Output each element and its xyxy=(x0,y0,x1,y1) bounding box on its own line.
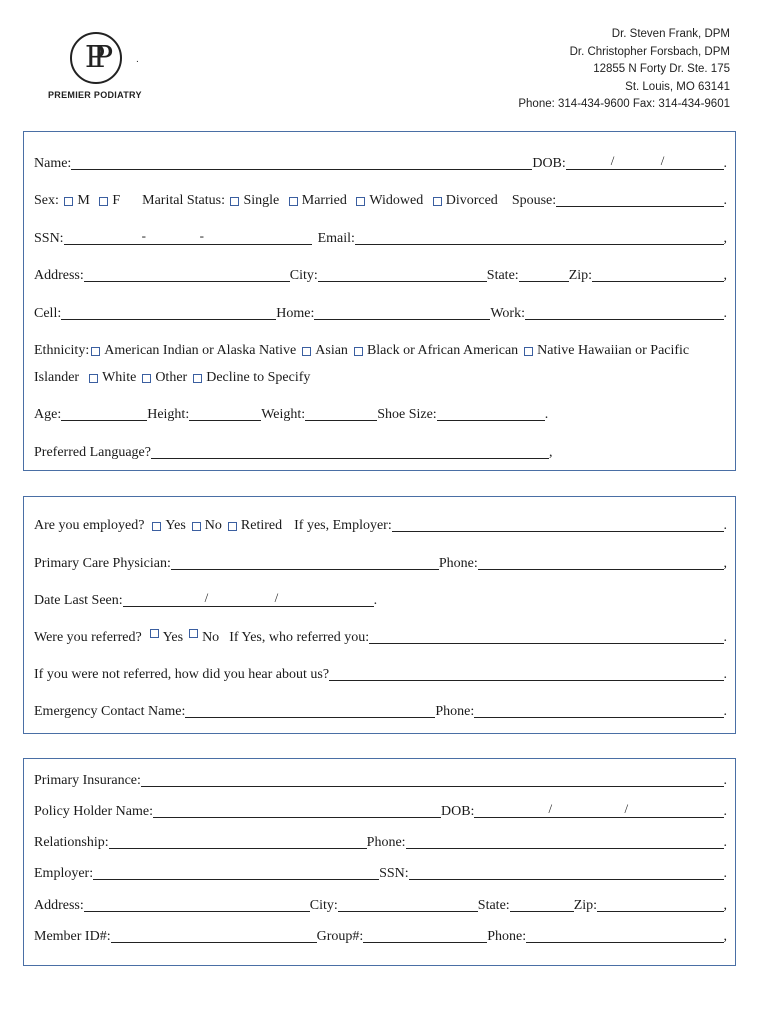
end-dot: . xyxy=(723,193,727,208)
address-label: Address: xyxy=(34,268,84,283)
spouse-field[interactable] xyxy=(556,193,723,207)
member-group-row xyxy=(34,927,727,945)
emergency-contact-field[interactable] xyxy=(185,704,435,718)
emergency-phone-field[interactable] xyxy=(474,704,723,718)
insurance-phone-field[interactable] xyxy=(526,929,723,943)
end-dot: . xyxy=(544,407,549,422)
relationship-row xyxy=(34,833,727,851)
holder-address-field[interactable] xyxy=(84,898,310,912)
spouse-label: Spouse: xyxy=(511,193,557,208)
last-seen-row xyxy=(34,591,727,609)
holder-dob-field[interactable] xyxy=(474,801,723,818)
language-field[interactable] xyxy=(151,445,549,459)
end-dot: . xyxy=(723,630,727,645)
sex-m-label: M xyxy=(77,193,90,208)
referred-no-label: No xyxy=(202,630,220,645)
dob-label: DOB: xyxy=(532,156,566,171)
who-referred-label: If Yes, who referred you: xyxy=(229,630,370,645)
doctor-1: Dr. Steven Frank, DPM xyxy=(611,28,730,40)
primary-insurance-row xyxy=(34,771,727,789)
end-comma: , xyxy=(723,231,727,246)
referred-yes-checkbox[interactable] xyxy=(150,629,159,638)
end-comma: , xyxy=(723,898,727,913)
holder-state-field[interactable] xyxy=(510,898,574,912)
native-hawaiian-label: Native Hawaiian or Pacific xyxy=(537,343,690,358)
holder-employer-label: Employer: xyxy=(34,866,94,881)
married-checkbox[interactable] xyxy=(289,197,298,206)
weight-field[interactable] xyxy=(305,407,377,421)
dob-field[interactable] xyxy=(566,153,724,170)
policy-holder-row xyxy=(34,802,727,820)
holder-phone-field[interactable] xyxy=(406,835,724,849)
hear-about-field[interactable] xyxy=(329,667,723,681)
pcp-phone-field[interactable] xyxy=(478,556,724,570)
group-field[interactable] xyxy=(363,929,487,943)
state-field[interactable] xyxy=(519,268,569,282)
pcp-label: Primary Care Physician: xyxy=(34,556,171,571)
last-seen-slash-2: / xyxy=(274,590,279,605)
employed-yes-checkbox[interactable] xyxy=(152,522,161,531)
policy-holder-field[interactable] xyxy=(153,804,441,818)
emergency-contact-label: Emergency Contact Name: xyxy=(34,704,186,719)
holder-state-label: State: xyxy=(477,898,510,913)
other-checkbox[interactable] xyxy=(142,374,151,383)
practice-name: PREMIER PODIATRY xyxy=(48,90,142,100)
ethnicity-row xyxy=(34,341,727,359)
logo-circle xyxy=(70,32,122,84)
city-label: City: xyxy=(289,268,318,283)
last-seen-field[interactable] xyxy=(123,590,374,607)
pcp-phone-label: Phone: xyxy=(438,556,478,571)
city-state-zip: St. Louis, MO 63141 xyxy=(625,80,730,93)
email-label: Email: xyxy=(317,231,355,246)
employed-yes-label: Yes xyxy=(165,518,186,533)
decline-label: Decline to Specify xyxy=(206,370,311,385)
holder-dob-label: DOB: xyxy=(440,804,475,819)
pcp-field[interactable] xyxy=(171,556,439,570)
city-field[interactable] xyxy=(318,268,487,282)
employed-question: Are you employed? xyxy=(34,518,145,533)
hear-about-row xyxy=(34,665,727,683)
emergency-phone-label: Phone: xyxy=(435,704,475,719)
sex-f-checkbox[interactable] xyxy=(99,197,108,206)
practice-address-block xyxy=(518,26,730,114)
end-dot: . xyxy=(723,704,727,719)
employer-field[interactable] xyxy=(392,518,724,532)
weight-label: Weight: xyxy=(261,407,306,422)
employed-no-label: No xyxy=(204,518,222,533)
holder-zip-label: Zip: xyxy=(573,898,598,913)
phone-fax: Phone: 314-434-9600 Fax: 314-434-9601 xyxy=(518,98,730,110)
holder-ssn-label: SSN: xyxy=(379,866,409,881)
islander-label: Islander xyxy=(34,370,80,385)
last-seen-slash-1: / xyxy=(204,590,209,605)
home-field[interactable] xyxy=(314,306,490,320)
last-seen-label: Date Last Seen: xyxy=(34,593,123,608)
language-label: Preferred Language? xyxy=(34,445,151,460)
referred-question: Were you referred? xyxy=(34,630,142,645)
emergency-row xyxy=(34,702,727,720)
address-row xyxy=(34,266,727,284)
employed-no-checkbox[interactable] xyxy=(192,522,201,531)
primary-insurance-field[interactable] xyxy=(141,773,724,787)
member-id-field[interactable] xyxy=(111,929,317,943)
height-field[interactable] xyxy=(189,407,261,421)
state-label: State: xyxy=(486,268,519,283)
shoe-size-field[interactable] xyxy=(437,407,545,421)
age-label: Age: xyxy=(34,407,62,422)
employed-row xyxy=(34,516,727,534)
married-label: Married xyxy=(301,193,347,208)
dob-slash-1: / xyxy=(610,153,615,168)
sex-m-checkbox[interactable] xyxy=(64,197,73,206)
primary-insurance-label: Primary Insurance: xyxy=(34,773,141,788)
american-indian-checkbox[interactable] xyxy=(91,347,100,356)
work-field[interactable] xyxy=(525,306,724,320)
holder-ssn-field[interactable] xyxy=(409,866,724,880)
single-label: Single xyxy=(243,193,280,208)
logo-monogram: PP xyxy=(84,40,102,75)
white-checkbox[interactable] xyxy=(89,374,98,383)
logo-dot: . xyxy=(136,54,139,65)
ssn-label: SSN: xyxy=(34,231,64,246)
sex-label: Sex: xyxy=(34,193,59,208)
holder-zip-field[interactable] xyxy=(597,898,723,912)
end-comma: , xyxy=(548,445,553,460)
member-id-label: Member ID#: xyxy=(34,929,111,944)
referred-no-checkbox[interactable] xyxy=(189,629,198,638)
decline-checkbox[interactable] xyxy=(193,374,202,383)
holder-address-row xyxy=(34,896,727,914)
end-dot: . xyxy=(723,156,727,171)
height-label: Height: xyxy=(147,407,190,422)
email-field[interactable] xyxy=(355,231,724,245)
relationship-label: Relationship: xyxy=(34,835,109,850)
sex-f-label: F xyxy=(112,193,121,208)
shoe-size-label: Shoe Size: xyxy=(377,407,437,422)
employer-ssn-row xyxy=(34,864,727,882)
holder-city-label: City: xyxy=(309,898,338,913)
american-indian-label: American Indian or Alaska Native xyxy=(104,343,297,358)
referred-yes-label: Yes xyxy=(162,630,184,645)
work-label: Work: xyxy=(490,306,525,321)
age-field[interactable] xyxy=(61,407,147,421)
street-address: 12855 N Forty Dr. Ste. 175 xyxy=(593,63,730,75)
cell-field[interactable] xyxy=(61,306,276,320)
end-dot: . xyxy=(723,518,727,533)
marital-status-label: Marital Status: xyxy=(142,193,225,208)
end-dot: . xyxy=(723,306,727,321)
insurance-section xyxy=(23,758,736,966)
ssn-dash-2: - xyxy=(199,228,204,243)
name-dob-row xyxy=(34,154,727,172)
zip-field[interactable] xyxy=(592,268,723,282)
ssn-email-row xyxy=(34,229,727,247)
pcp-row xyxy=(34,554,727,572)
end-comma: , xyxy=(723,556,727,571)
divorced-label: Divorced xyxy=(445,193,498,208)
widowed-checkbox[interactable] xyxy=(356,197,365,206)
policy-holder-label: Policy Holder Name: xyxy=(34,804,153,819)
native-hawaiian-checkbox[interactable] xyxy=(524,347,533,356)
end-dot: . xyxy=(723,835,727,850)
name-label: Name: xyxy=(34,156,72,171)
widowed-label: Widowed xyxy=(369,193,424,208)
employment-section xyxy=(23,496,736,734)
sex-marital-row xyxy=(34,191,727,209)
end-dot: . xyxy=(373,593,378,608)
ethnicity-row-2 xyxy=(34,368,727,386)
employer-label: If yes, Employer: xyxy=(294,518,392,533)
group-label: Group#: xyxy=(316,929,364,944)
address-field[interactable] xyxy=(84,268,290,282)
holder-address-label: Address: xyxy=(34,898,84,913)
retired-label: Retired xyxy=(240,518,283,533)
doctor-2: Dr. Christopher Forsbach, DPM xyxy=(569,45,730,58)
language-row xyxy=(34,443,727,461)
relationship-field[interactable] xyxy=(109,835,367,849)
other-label: Other xyxy=(155,370,188,385)
referred-row xyxy=(34,628,727,646)
holder-city-field[interactable] xyxy=(338,898,478,912)
ethnicity-label: Ethnicity: xyxy=(34,343,90,358)
ssn-field[interactable] xyxy=(64,228,312,245)
who-referred-field[interactable] xyxy=(369,630,723,644)
cell-label: Cell: xyxy=(34,306,62,321)
home-label: Home: xyxy=(276,306,315,321)
hear-about-label: If you were not referred, how did you hear about us? xyxy=(34,667,330,682)
asian-label: Asian xyxy=(315,343,348,358)
end-comma: , xyxy=(723,929,727,944)
end-comma: , xyxy=(723,268,727,283)
end-dot: . xyxy=(723,866,727,881)
asian-checkbox[interactable] xyxy=(302,347,311,356)
end-dot: . xyxy=(723,667,727,682)
phones-row xyxy=(34,304,727,322)
holder-dob-slash-1: / xyxy=(548,801,553,816)
single-checkbox[interactable] xyxy=(230,197,239,206)
ssn-dash-1: - xyxy=(141,228,146,243)
zip-label: Zip: xyxy=(568,268,593,283)
holder-dob-slash-2: / xyxy=(624,801,629,816)
patient-info-section xyxy=(23,131,736,471)
insurance-phone-label: Phone: xyxy=(487,929,527,944)
end-dot: . xyxy=(723,773,727,788)
holder-phone-label: Phone: xyxy=(366,835,406,850)
age-height-row xyxy=(34,405,727,423)
dob-slash-2: / xyxy=(660,153,665,168)
end-dot: . xyxy=(723,804,727,819)
white-label: White xyxy=(102,370,137,385)
divorced-checkbox[interactable] xyxy=(433,197,442,206)
holder-employer-field[interactable] xyxy=(93,866,379,880)
black-checkbox[interactable] xyxy=(354,347,363,356)
page-header xyxy=(0,0,770,120)
retired-checkbox[interactable] xyxy=(228,522,237,531)
black-label: Black or African American xyxy=(366,343,519,358)
name-field[interactable] xyxy=(71,156,532,170)
